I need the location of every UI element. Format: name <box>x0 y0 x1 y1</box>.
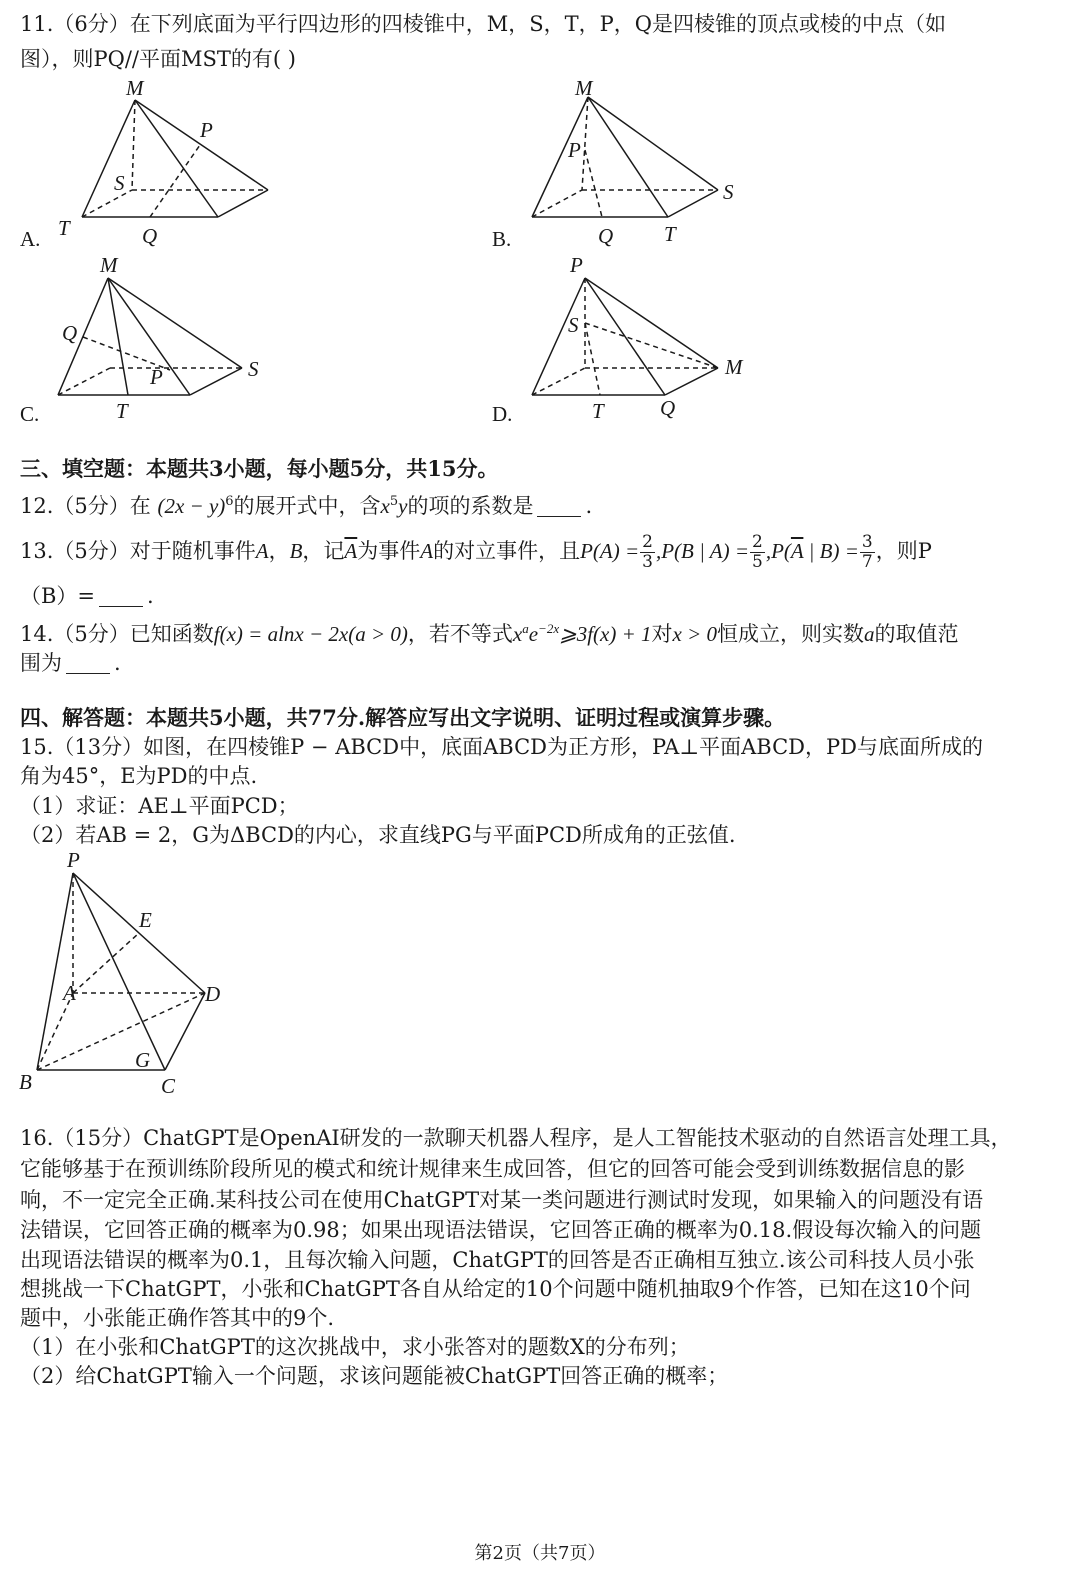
q11-line1: 11.（6分）在下列底面为平行四边形的四棱锥中，M，S，T，P，Q是四棱锥的顶点或棱的中点（如 <box>20 12 946 36</box>
q16-part2: （2）给ChatGPT输入一个问题，求该问题能被ChatGPT回答正确的概率； <box>20 1364 729 1388</box>
figure-option-c <box>50 250 290 429</box>
q16-line: 16.（15分）ChatGPT是OpenAI研发的一款聊天机器人程序，是人工智能技术驱动的自然语言处理工具， <box>20 1126 1012 1150</box>
label-G: G <box>135 1048 151 1072</box>
option-d-letter: D. <box>492 402 513 426</box>
q15-line1: 15.（13分）如图，在四棱锥P − ABCD中，底面ABCD为正方形，PA⊥平面ABCD，PD与底面所成的 <box>20 735 983 759</box>
label-M: M <box>100 253 118 277</box>
q13: 13.（5分）对于随机事件A，B，记$\overline{A}$为事件A的对立事件，且P(A) = $\frac{2}{3}$ ,P(B | A) = $\frac{2}{5}$ $,P(\overline{A}$ | B) = $\frac{3}{7}$ ，则P <box>20 532 932 572</box>
fraction: $\frac{3}{7}$ <box>861 532 873 572</box>
figure-option-b <box>520 75 760 254</box>
q16-part1: （1）在小张和ChatGPT的这次挑战中，求小张答对的题数X的分布列； <box>20 1335 690 1359</box>
fraction: $\frac{2}{5}$ <box>752 532 763 572</box>
label-D: D <box>205 982 221 1006</box>
label-S: S <box>114 171 125 195</box>
option-a-letter: A. <box>20 227 41 251</box>
q16-line: 想挑战一下ChatGPT，小张和ChatGPT各自从给定的10个问题中随机抽取9个作答，已知在这10个问 <box>20 1277 971 1301</box>
label-T: T <box>58 216 70 240</box>
q11-line2: 图），则PQ//平面MST的有( ) <box>20 47 296 71</box>
label-E: E <box>139 908 152 932</box>
figure-option-d <box>520 250 760 429</box>
label-T: T <box>592 399 604 423</box>
q16-line: 响，不一定完全正确.某科技公司在使用ChatGPT对某一类问题进行测试时发现，如果输入的问题没有语 <box>20 1188 984 1212</box>
figure-q15-pyramid <box>15 845 255 1104</box>
label-A: A <box>63 981 76 1005</box>
label-Q: Q <box>62 321 78 345</box>
q14-line2: 围为 . <box>20 651 121 675</box>
q12: 12.（5分）在 $(2x - y)^6$的展开式中，含$x^5y$的项的系数是 . <box>20 494 593 518</box>
q14-line1: 14.（5分）已知函数f(x) = alnx − 2x(a > 0)，若不等式$x^ae^{-2x}⩾3f(x) + 1$对x > 0恒成立，则实数a的取值范 <box>20 621 959 646</box>
label-S: S <box>248 357 259 381</box>
option-b-letter: B. <box>492 227 512 251</box>
q13-line2: （B）= . <box>20 584 154 608</box>
label-Q: Q <box>660 396 676 420</box>
q16-line: 题中，小张能正确作答其中的9个. <box>20 1306 335 1330</box>
label-S: S <box>723 180 734 204</box>
label-Q: Q <box>598 224 614 248</box>
figure-option-a <box>50 75 290 254</box>
label-M: M <box>725 355 743 379</box>
label-P: P <box>200 118 213 142</box>
label-M: M <box>575 76 593 100</box>
fraction: $\frac{2}{3}$ <box>642 532 653 572</box>
q16-line: 它能够基于在预训练阶段所见的模式和统计规律来生成回答，但它的回答可能会受到训练数据信息的影 <box>20 1157 965 1181</box>
label-B: B <box>19 1070 32 1094</box>
answer-blank[interactable] <box>537 494 581 517</box>
label-P: P <box>150 365 163 389</box>
label-P: P <box>568 138 581 162</box>
q16-line: 出现语法错误的概率为0.1，且每次输入问题，ChatGPT的回答是否正确相互独立.该公司科技人员小张 <box>20 1248 975 1272</box>
label-S: S <box>568 313 579 337</box>
label-T: T <box>664 222 676 246</box>
label-P: P <box>570 253 583 277</box>
section-4-heading: 四、解答题：本题共5小题，共77分.解答应写出文字说明、证明过程或演算步骤。 <box>20 705 786 730</box>
label-M: M <box>126 76 144 100</box>
answer-blank[interactable] <box>66 651 110 674</box>
q15-line2: 角为45°，E为PD的中点. <box>20 764 258 788</box>
q16-line: 法错误，它回答正确的概率为0.98；如果出现语法错误，它回答正确的概率为0.18.假设每次输入的问题 <box>20 1218 982 1242</box>
q15-line3: （1）求证：AE⊥平面PCD； <box>20 794 299 818</box>
page-number: 第2页（共7页） <box>474 1543 606 1564</box>
label-P: P <box>67 848 80 872</box>
label-T: T <box>116 399 128 423</box>
section-3-heading: 三、填空题：本题共3小题，每小题5分，共15分。 <box>20 456 499 481</box>
option-c-letter: C. <box>20 402 40 426</box>
answer-blank[interactable] <box>99 584 143 607</box>
q15-line4: （2）若AB = 2，G为ΔBCD的内心，求直线PG与平面PCD所成角的正弦值. <box>20 823 736 847</box>
label-Q: Q <box>142 224 158 248</box>
label-C: C <box>161 1074 176 1098</box>
